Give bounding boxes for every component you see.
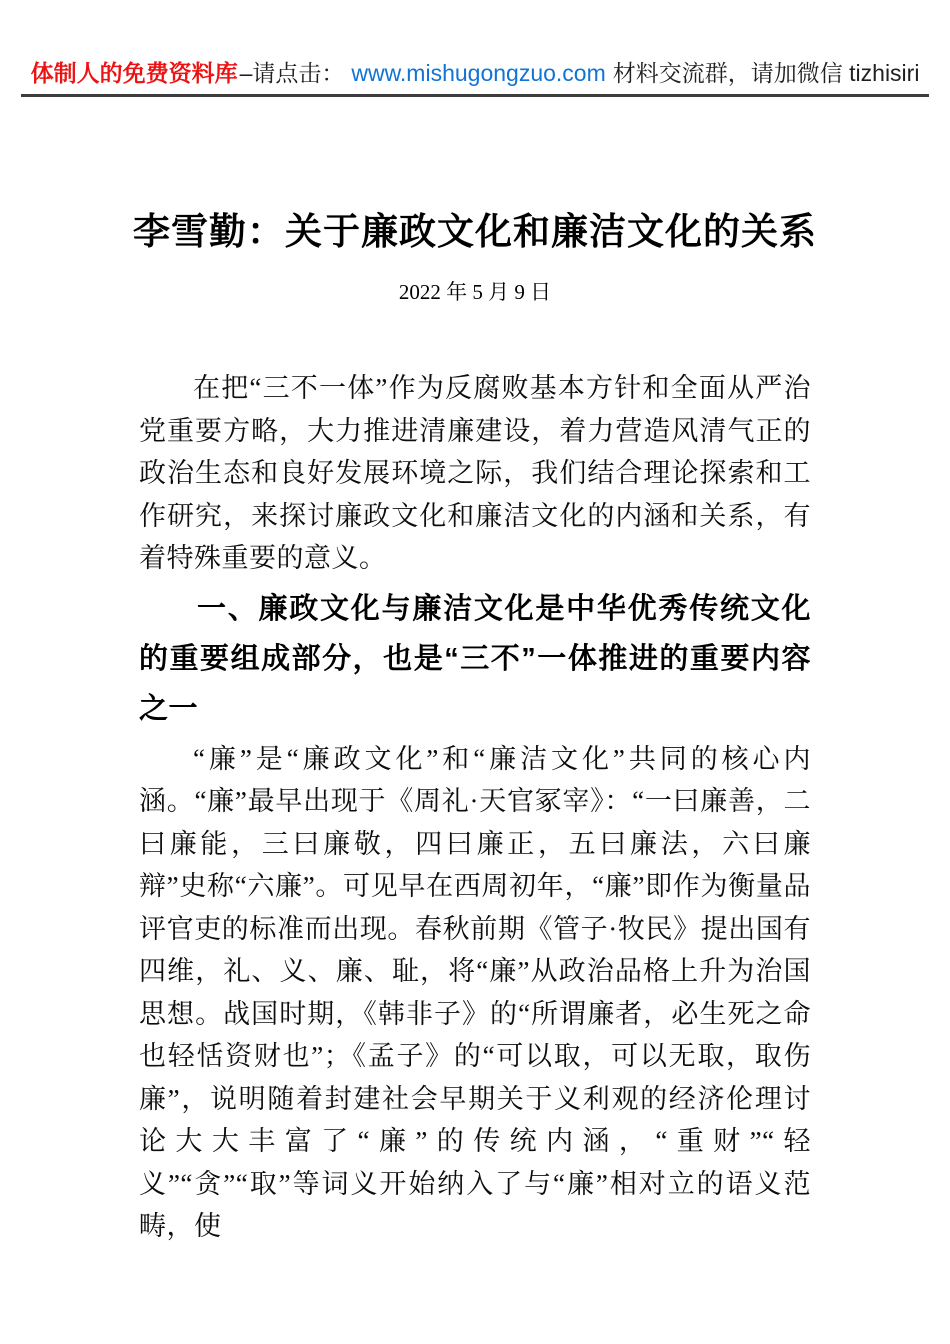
paragraph-section-1: “廉”是“廉政文化”和“廉洁文化”共同的核心内涵。“廉”最早出现于《周礼·天官冢宰》：“一曰廉善，二曰廉能，三曰廉敬，四曰廉正，五曰廉法，六曰廉辩”史称“六廉”。可见早在西周初年，“廉”即作为衡量品评官吏的标准而出现。春秋前期《管子·牧民》提出国有四维，礼、义、廉、耻，将“廉”从政治品格上升为治国思想。战国时期，《韩非子》的“所谓廉者，必生死之命也轻恬资财也”；《孟子》的“可以取，可以无取，取伤廉”，说明随着封建社会早期关于义利观的经济伦理讨论大大丰富了“廉”的传统内涵，“重财”“轻义”“贪”“取”等词义开始纳入了与“廉”相对立的语义范畴，使 bbox=[139, 743, 811, 1241]
brand-text: 体制人的免费资料库 bbox=[30, 60, 238, 86]
section-heading-1: 一、廉政文化与廉洁文化是中华优秀传统文化的重要组成部分，也是“三不”一体推进的重要内容之一 bbox=[139, 592, 811, 725]
document-date: 2022 年 5 月 9 日 bbox=[398, 280, 552, 304]
paragraph-intro: 在把“三不一体”作为反腐败基本方针和全面从严治党重要方略，大力推进清廉建设，着力营造风清气正的政治生态和良好发展环境之际，我们结合理论探索和工作研究，来探讨廉政文化和廉洁文化的内涵和关系，有着特殊重要的意义。 bbox=[139, 373, 811, 573]
promo-header bbox=[21, 58, 930, 97]
click-prompt-text: –请点击： bbox=[239, 60, 345, 86]
promo-header-row bbox=[0, 0, 950, 97]
document-title: 李雪勤：关于廉政文化和廉洁文化的关系 bbox=[133, 212, 817, 253]
document-body bbox=[139, 367, 811, 1248]
promo-link[interactable]: www.mishugongzuo.com bbox=[351, 60, 606, 86]
wechat-note-text: 材料交流群，请加微信 tizhisiri bbox=[612, 60, 920, 86]
